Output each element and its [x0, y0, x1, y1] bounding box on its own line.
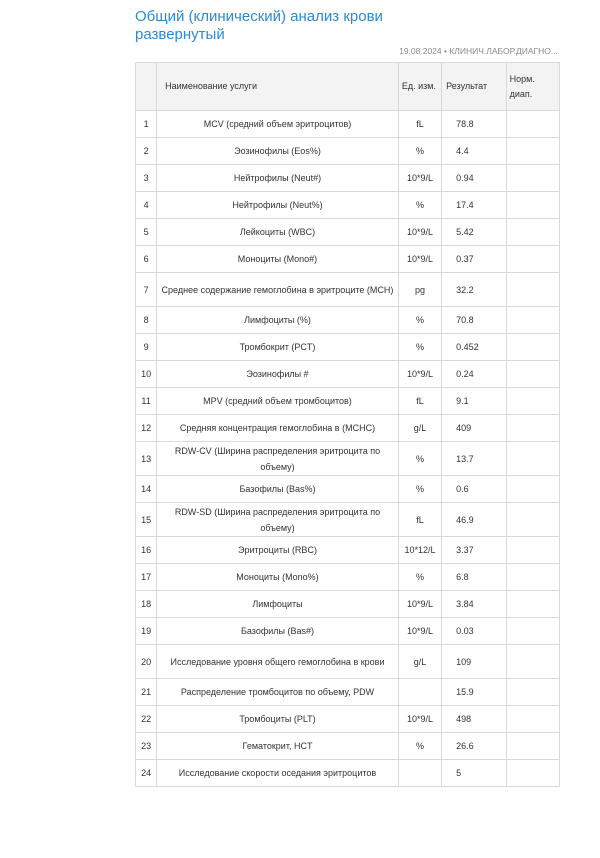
row-norm	[506, 706, 559, 733]
row-norm	[506, 192, 559, 219]
row-service-name: Лимфоциты	[157, 591, 399, 618]
row-service-name: Базофилы (Bas#)	[157, 618, 399, 645]
table-row	[136, 165, 560, 192]
row-result: 498	[442, 706, 506, 733]
row-unit: %	[398, 192, 441, 219]
row-number: 24	[136, 760, 157, 787]
table-row	[136, 591, 560, 618]
column-header-number	[136, 63, 157, 111]
row-unit: 10*9/L	[398, 618, 441, 645]
row-unit: 10*9/L	[398, 246, 441, 273]
row-service-name: Моноциты (Mono#)	[157, 246, 399, 273]
row-unit: 10*9/L	[398, 361, 441, 388]
row-number: 20	[136, 645, 157, 679]
row-result: 0.6	[442, 476, 506, 503]
row-norm	[506, 645, 559, 679]
row-unit: %	[398, 564, 441, 591]
row-result: 3.37	[442, 537, 506, 564]
row-result: 0.24	[442, 361, 506, 388]
row-norm	[506, 361, 559, 388]
table-row	[136, 733, 560, 760]
table-row	[136, 564, 560, 591]
row-service-name: Тромбоциты (PLT)	[157, 706, 399, 733]
row-unit: pg	[398, 273, 441, 307]
row-norm	[506, 246, 559, 273]
row-unit: 10*9/L	[398, 706, 441, 733]
table-row	[136, 760, 560, 787]
row-norm	[506, 618, 559, 645]
row-result: 0.94	[442, 165, 506, 192]
row-unit: %	[398, 334, 441, 361]
row-service-name: RDW-SD (Ширина распределения эритроцита по объему)	[157, 503, 399, 537]
row-unit	[398, 679, 441, 706]
row-result: 4.4	[442, 138, 506, 165]
table-row	[136, 388, 560, 415]
row-unit: 10*9/L	[398, 219, 441, 246]
row-service-name: Базофилы (Bas%)	[157, 476, 399, 503]
row-unit: %	[398, 138, 441, 165]
row-norm	[506, 111, 559, 138]
row-number: 7	[136, 273, 157, 307]
row-number: 17	[136, 564, 157, 591]
table-row	[136, 476, 560, 503]
row-unit: g/L	[398, 645, 441, 679]
row-unit: %	[398, 442, 441, 476]
table-row	[136, 334, 560, 361]
row-result: 17.4	[442, 192, 506, 219]
results-table	[135, 62, 560, 787]
row-service-name: Средняя концентрация гемоглобина в (MCHC)	[157, 415, 399, 442]
table-row	[136, 679, 560, 706]
row-result: 32.2	[442, 273, 506, 307]
table-header-row	[136, 63, 560, 111]
row-norm	[506, 388, 559, 415]
row-service-name: Исследование скорости оседания эритроцитов	[157, 760, 399, 787]
row-result: 70.8	[442, 307, 506, 334]
row-unit: 10*9/L	[398, 591, 441, 618]
row-number: 3	[136, 165, 157, 192]
row-result: 5.42	[442, 219, 506, 246]
row-result: 26.6	[442, 733, 506, 760]
table-row	[136, 361, 560, 388]
row-service-name: Эритроциты (RBC)	[157, 537, 399, 564]
row-service-name: Нейтрофилы (Neut#)	[157, 165, 399, 192]
row-norm	[506, 273, 559, 307]
row-unit: %	[398, 733, 441, 760]
row-norm	[506, 760, 559, 787]
row-service-name: Гематокрит, HCT	[157, 733, 399, 760]
table-row	[136, 273, 560, 307]
row-result: 15.9	[442, 679, 506, 706]
row-unit: fL	[398, 111, 441, 138]
row-norm	[506, 476, 559, 503]
row-service-name: MPV (средний объем тромбоцитов)	[157, 388, 399, 415]
column-header-result: Результат	[442, 63, 506, 111]
row-service-name: Исследование уровня общего гемоглобина в крови	[157, 645, 399, 679]
table-row	[136, 138, 560, 165]
table-row	[136, 111, 560, 138]
row-number: 12	[136, 415, 157, 442]
row-number: 13	[136, 442, 157, 476]
row-result: 13.7	[442, 442, 506, 476]
row-result: 0.03	[442, 618, 506, 645]
row-norm	[506, 733, 559, 760]
table-row	[136, 503, 560, 537]
row-unit: %	[398, 476, 441, 503]
row-number: 5	[136, 219, 157, 246]
row-norm	[506, 537, 559, 564]
row-number: 1	[136, 111, 157, 138]
row-norm	[506, 138, 559, 165]
row-unit	[398, 760, 441, 787]
table-row	[136, 645, 560, 679]
table-row	[136, 537, 560, 564]
row-service-name: Эозинофилы #	[157, 361, 399, 388]
row-result: 409	[442, 415, 506, 442]
row-result: 78.8	[442, 111, 506, 138]
table-row	[136, 307, 560, 334]
row-number: 21	[136, 679, 157, 706]
row-number: 10	[136, 361, 157, 388]
row-service-name: MCV (средний объем эритроцитов)	[157, 111, 399, 138]
table-row	[136, 415, 560, 442]
row-number: 8	[136, 307, 157, 334]
row-number: 15	[136, 503, 157, 537]
row-unit: fL	[398, 388, 441, 415]
row-number: 22	[136, 706, 157, 733]
row-service-name: Нейтрофилы (Neut%)	[157, 192, 399, 219]
row-number: 9	[136, 334, 157, 361]
row-result: 0.452	[442, 334, 506, 361]
column-header-norm: Норм. диап.	[506, 63, 559, 111]
row-unit: fL	[398, 503, 441, 537]
row-norm	[506, 591, 559, 618]
row-service-name: Лимфоциты (%)	[157, 307, 399, 334]
row-service-name: Эозинофилы (Eos%)	[157, 138, 399, 165]
row-number: 14	[136, 476, 157, 503]
row-result: 109	[442, 645, 506, 679]
row-norm	[506, 165, 559, 192]
table-row	[136, 219, 560, 246]
table-row	[136, 246, 560, 273]
row-number: 18	[136, 591, 157, 618]
row-norm	[506, 442, 559, 476]
row-norm	[506, 219, 559, 246]
row-number: 2	[136, 138, 157, 165]
row-unit: 10*12/L	[398, 537, 441, 564]
row-result: 5	[442, 760, 506, 787]
row-unit: g/L	[398, 415, 441, 442]
row-norm	[506, 307, 559, 334]
row-number: 16	[136, 537, 157, 564]
row-service-name: RDW-CV (Ширина распределения эритроцита по объему)	[157, 442, 399, 476]
column-header-unit: Ед. изм.	[398, 63, 441, 111]
row-number: 11	[136, 388, 157, 415]
row-number: 23	[136, 733, 157, 760]
row-norm	[506, 679, 559, 706]
row-norm	[506, 503, 559, 537]
row-result: 6.8	[442, 564, 506, 591]
row-norm	[506, 334, 559, 361]
row-service-name: Лейкоциты (WBC)	[157, 219, 399, 246]
table-row	[136, 706, 560, 733]
page-title: Общий (клинический) анализ крови развернутый	[135, 8, 383, 43]
row-service-name: Моноциты (Mono%)	[157, 564, 399, 591]
table-row	[136, 192, 560, 219]
table-row	[136, 442, 560, 476]
column-header-service: Наименование услуги	[157, 63, 399, 111]
row-service-name: Распределение тромбоцитов по объему, PDW	[157, 679, 399, 706]
row-number: 4	[136, 192, 157, 219]
row-number: 19	[136, 618, 157, 645]
row-result: 3.84	[442, 591, 506, 618]
row-result: 0.37	[442, 246, 506, 273]
row-unit: 10*9/L	[398, 165, 441, 192]
report-meta: 19.08.2024 • КЛИНИЧ.ЛАБОР.ДИАГНО...	[399, 46, 558, 56]
row-service-name: Среднее содержание гемоглобина в эритроците (MCH)	[157, 273, 399, 307]
row-norm	[506, 564, 559, 591]
row-service-name: Тромбокрит (PCT)	[157, 334, 399, 361]
row-unit: %	[398, 307, 441, 334]
row-number: 6	[136, 246, 157, 273]
row-result: 46.9	[442, 503, 506, 537]
row-result: 9.1	[442, 388, 506, 415]
row-norm	[506, 415, 559, 442]
table-row	[136, 618, 560, 645]
